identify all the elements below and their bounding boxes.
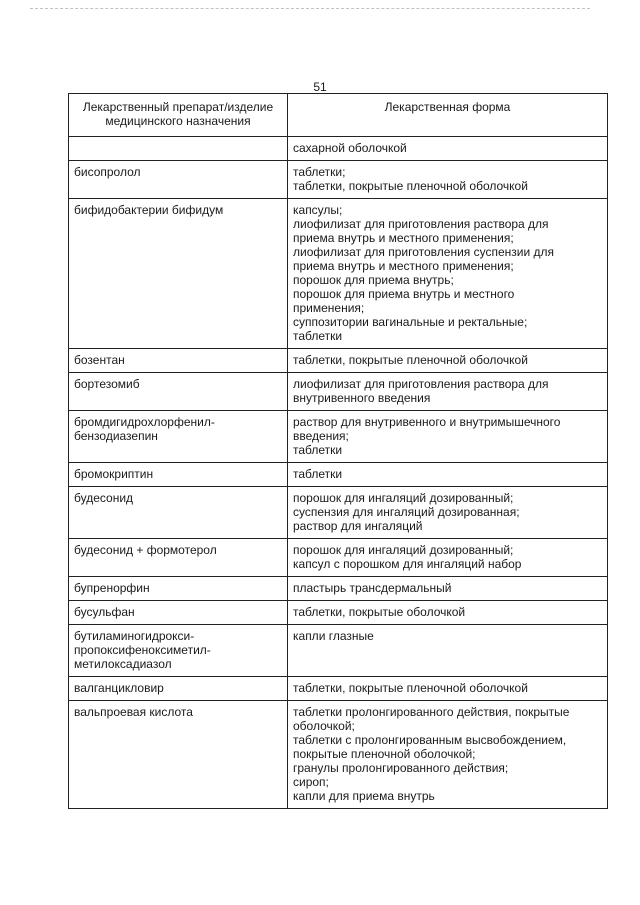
table-row: [69, 487, 608, 539]
dosage-form: приема внутрь и местного применения;: [293, 231, 514, 245]
dosage-form: лиофилизат для приготовления раствора для: [293, 377, 549, 391]
drug-name: пропоксифеноксиметил-: [74, 643, 211, 657]
dosage-form: приема внутрь и местного применения;: [293, 259, 514, 273]
scan-artifact-line: [30, 8, 590, 10]
table-row: [69, 463, 608, 487]
dosage-form: лиофилизат для приготовления раствора для: [293, 217, 549, 231]
table-row: [69, 349, 608, 373]
table-row: [69, 625, 608, 677]
dosage-form: капли для приема внутрь: [293, 789, 435, 803]
dosage-form: порошок для ингаляций дозированный;: [293, 543, 514, 557]
table-row: [69, 373, 608, 411]
dosage-form: таблетки: [293, 467, 343, 481]
dosage-form: раствор для внутривенного и внутримышечного: [293, 415, 561, 429]
drug-name-cell: [69, 463, 288, 487]
drug-name-cell: [69, 411, 288, 463]
drug-name-cell: [69, 487, 288, 539]
dosage-form: лиофилизат для приготовления суспензии для: [293, 245, 555, 259]
dosage-form: капли глазные: [293, 629, 374, 643]
dosage-form: внутривенного введения: [293, 391, 431, 405]
header-drug: [69, 94, 288, 137]
dosage-form: пластырь трансдермальный: [293, 581, 452, 595]
dosage-form-cell: [288, 539, 608, 577]
drug-name: бутиламиногидрокси-: [74, 629, 195, 643]
dosage-form: покрытые пленочной оболочкой;: [293, 747, 476, 761]
table-row: [69, 411, 608, 463]
drug-name-cell: [69, 625, 288, 677]
table-row: [69, 577, 608, 601]
dosage-form-cell: [288, 161, 608, 199]
dosage-form-cell: [288, 625, 608, 677]
dosage-form: капсул с порошком для ингаляций набор: [293, 557, 522, 571]
table-row: [69, 539, 608, 577]
drug-name: бортезомиб: [74, 377, 140, 391]
drug-name: будесонид: [74, 491, 134, 505]
table-row: [69, 677, 608, 701]
drug-name: бензодиазепин: [74, 429, 158, 443]
dosage-form-cell: [288, 463, 608, 487]
header-drug-line: Лекарственный препарат/: [82, 100, 228, 114]
dosage-form: таблетки, покрытые пленочной оболочкой: [293, 179, 528, 193]
drug-name-cell: [69, 677, 288, 701]
header-drug-line: изделие медицинского назначения: [105, 100, 274, 128]
drug-name-cell: [69, 349, 288, 373]
drug-name-cell: [69, 137, 288, 161]
drug-name: будесонид + формотерол: [74, 543, 217, 557]
header-drug-text: [83, 100, 273, 128]
table-row: [69, 137, 608, 161]
dosage-form: таблетки с пролонгированным высвобождением,: [293, 733, 567, 747]
drug-name: бромокриптин: [74, 467, 154, 481]
dosage-form-cell: [288, 199, 608, 349]
drug-name-cell: [69, 601, 288, 625]
dosage-form: оболочкой;: [293, 719, 355, 733]
dosage-form: порошок для ингаляций дозированный;: [293, 491, 514, 505]
drug-name: бисопролол: [74, 165, 141, 179]
dosage-form-cell: [288, 349, 608, 373]
drug-name-cell: [69, 161, 288, 199]
dosage-form-cell: [288, 411, 608, 463]
dosage-form-cell: [288, 577, 608, 601]
drug-name-cell: [69, 577, 288, 601]
drug-name: вальпроевая кислота: [74, 705, 193, 719]
dosage-form: сироп;: [293, 775, 329, 789]
table-row: [69, 161, 608, 199]
header-form: Лекарственная форма: [288, 94, 608, 137]
dosage-form: таблетки, покрытые пленочной оболочкой: [293, 353, 528, 367]
dosage-form: таблетки, покрытые оболочкой: [293, 605, 466, 619]
dosage-form: порошок для приема внутрь;: [293, 273, 454, 287]
dosage-form: сахарной оболочкой: [293, 141, 407, 155]
dosage-form: таблетки пролонгированного действия, покрытые: [293, 705, 570, 719]
dosage-form: таблетки, покрытые пленочной оболочкой: [293, 681, 528, 695]
table-row: [69, 199, 608, 349]
dosage-form: применения;: [293, 301, 365, 315]
drug-name-cell: [69, 539, 288, 577]
drug-name-cell: [69, 701, 288, 809]
drug-name: бромдигидрохлорфенил-: [74, 415, 215, 429]
dosage-form: капсулы;: [293, 203, 343, 217]
drug-name: бусульфан: [74, 605, 135, 619]
dosage-form: гранулы пролонгированного действия;: [293, 761, 509, 775]
dosage-form-cell: [288, 701, 608, 809]
page-number: 51: [313, 80, 327, 94]
drug-name: бозентан: [74, 353, 125, 367]
dosage-form: суспензия для ингаляций дозированная;: [293, 505, 520, 519]
dosage-form: таблетки: [293, 443, 343, 457]
drug-name: метилоксадиазол: [74, 657, 172, 671]
dosage-form-cell: [288, 137, 608, 161]
drug-name: бупренорфин: [74, 581, 150, 595]
drug-name: валганцикловир: [74, 681, 164, 695]
dosage-form: таблетки;: [293, 165, 346, 179]
table-header-row: [69, 94, 608, 137]
drug-name-cell: [69, 373, 288, 411]
dosage-form-cell: [288, 373, 608, 411]
dosage-form-cell: [288, 677, 608, 701]
dosage-form-cell: [288, 487, 608, 539]
dosage-form-cell: [288, 601, 608, 625]
table-body: [69, 137, 608, 809]
drug-name: бифидобактерии бифидум: [74, 203, 224, 217]
table-row: [69, 601, 608, 625]
dosage-form: порошок для приема внутрь и местного: [293, 287, 515, 301]
dosage-form: суппозитории вагинальные и ректальные;: [293, 315, 528, 329]
drug-name-cell: [69, 199, 288, 349]
table-row: [69, 701, 608, 809]
dosage-form: введения;: [293, 429, 349, 443]
drug-forms-table: [68, 93, 608, 809]
dosage-form: таблетки: [293, 329, 343, 343]
dosage-form: раствор для ингаляций: [293, 519, 423, 533]
